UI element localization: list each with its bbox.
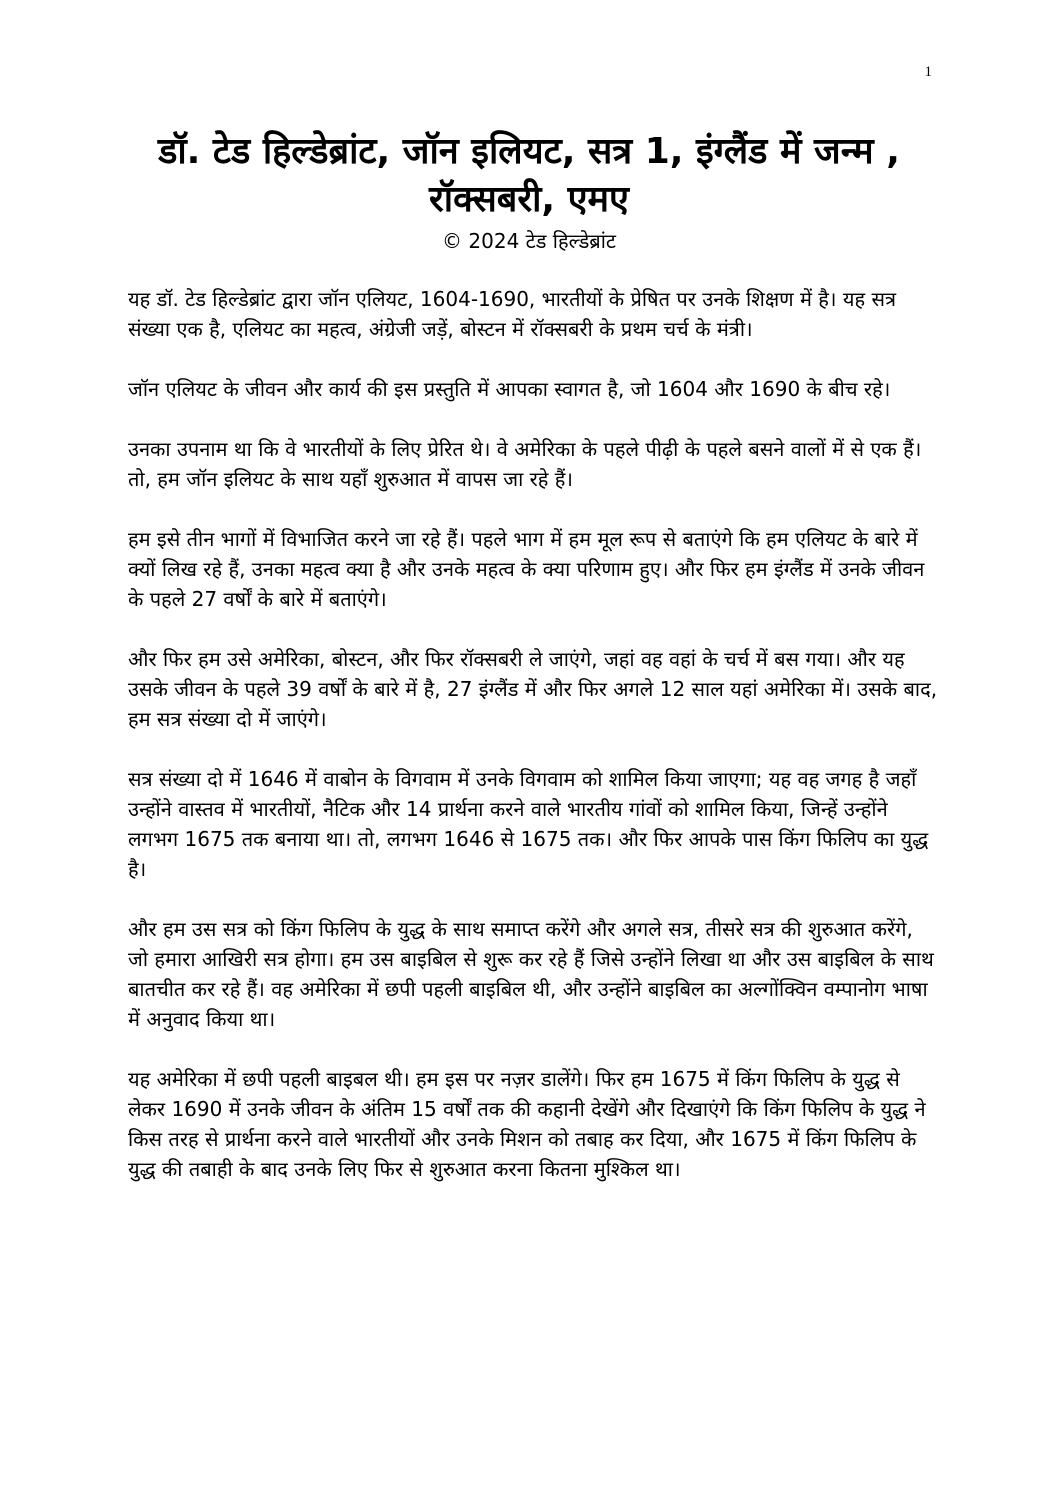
- copyright-line: © 2024 टेड हिल्डेब्रांट: [442, 229, 616, 253]
- paragraph-6: सत्र संख्या दो में 1646 में वाबोन के विगवाम में उनके विगवाम को शामिल किया जाएगा; यह वह जगह है जहाँ उन्होंने वास्तव में भारतीयों, नैटिक और 14 प्रार्थना करने वाले भारतीय गांवों को शामिल किया, जिन्हें उन्होंने लगभग 1675 तक बनाया था। तो, लगभग 1646 से 1675 तक। और फिर आपके पास किंग फिलिप का युद्ध है।: [128, 767, 929, 881]
- paragraph-5: और फिर हम उसे अमेरिका, बोस्टन, और फिर रॉक्सबरी ले जाएंगे, जहां वह वहां के चर्च में बस गया। और यह उसके जीवन के पहले 39 वर्षों के बारे में है, 27 इंग्लैंड में और फिर अगले 12 साल यहां अमेरिका में। उसके बाद, हम सत्र संख्या दो में जाएंगे।: [128, 647, 938, 731]
- paragraph-1: यह डॉ. टेड हिल्डेब्रांट द्वारा जॉन एलियट, 1604-1690, भारतीयों के प्रेषित पर उनके शिक्षण में है। यह सत्र संख्या एक है, एलियट का महत्व, अंग्रेजी जड़ें, बोस्टन में रॉक्सबरी के प्रथम चर्च के मंत्री।: [128, 287, 897, 341]
- paragraph-4: हम इसे तीन भागों में विभाजित करने जा रहे हैं। पहले भाग में हम मूल रूप से बताएंगे कि हम एलियट के बारे में क्यों लिख रहे हैं, उनका महत्व क्या है और उनके महत्व के क्या परिणाम हुए। और फिर हम इंग्लैंड में उनके जीवन के पहले 27 वर्षों के बारे में बताएंगे।: [128, 527, 925, 611]
- paragraph-7: और हम उस सत्र को किंग फिलिप के युद्ध के साथ समाप्त करेंगे और अगले सत्र, तीसरे सत्र की शुरुआत करेंगे, जो हमारा आखिरी सत्र होगा। हम उस बाइबिल से शुरू कर रहे हैं जिसे उन्होंने लिखा था और उस बाइबिल के साथ बातचीत कर रहे हैं। वह अमेरिका में छपी पहली बाइबिल थी, और उन्होंने बाइबिल का अल्गोंक्विन वम्पानोग भाषा में अनुवाद किया था।: [128, 917, 934, 1031]
- document-title: डॉ. टेड हिल्डेब्रांट, जॉन इलियट, सत्र 1, इंग्लैंड में जन्म , रॉक्सबरी, एमए: [158, 131, 900, 220]
- paragraph-2: जॉन एलियट के जीवन और कार्य की इस प्रस्तुति में आपका स्वागत है, जो 1604 और 1690 के बीच रहे।: [128, 377, 891, 401]
- paragraph-8: यह अमेरिका में छपी पहली बाइबल थी। हम इस पर नज़र डालेंगे। फिर हम 1675 में किंग फिलिप के युद्ध से लेकर 1690 में उनके जीवन के अंतिम 15 वर्षों तक की कहानी देखेंगे और दिखाएंगे कि किंग फिलिप के युद्ध ने किस तरह से प्रार्थना करने वाले भारतीयों और उनके मिशन को तबाह कर दिया, और 1675 में किंग फिलिप के युद्ध की तबाही के बाद उनके लिए फिर से शुरुआत करना कितना मुश्किल था।: [128, 1067, 926, 1181]
- paragraph-3: उनका उपनाम था कि वे भारतीयों के लिए प्रेरित थे। वे अमेरिका के पहले पीढ़ी के पहले बसने वालों में से एक हैं। तो, हम जॉन इलियट के साथ यहाँ शुरुआत में वापस जा रहे हैं।: [128, 437, 922, 491]
- document-body: [128, 284, 938, 1214]
- page-number: 1: [924, 64, 932, 80]
